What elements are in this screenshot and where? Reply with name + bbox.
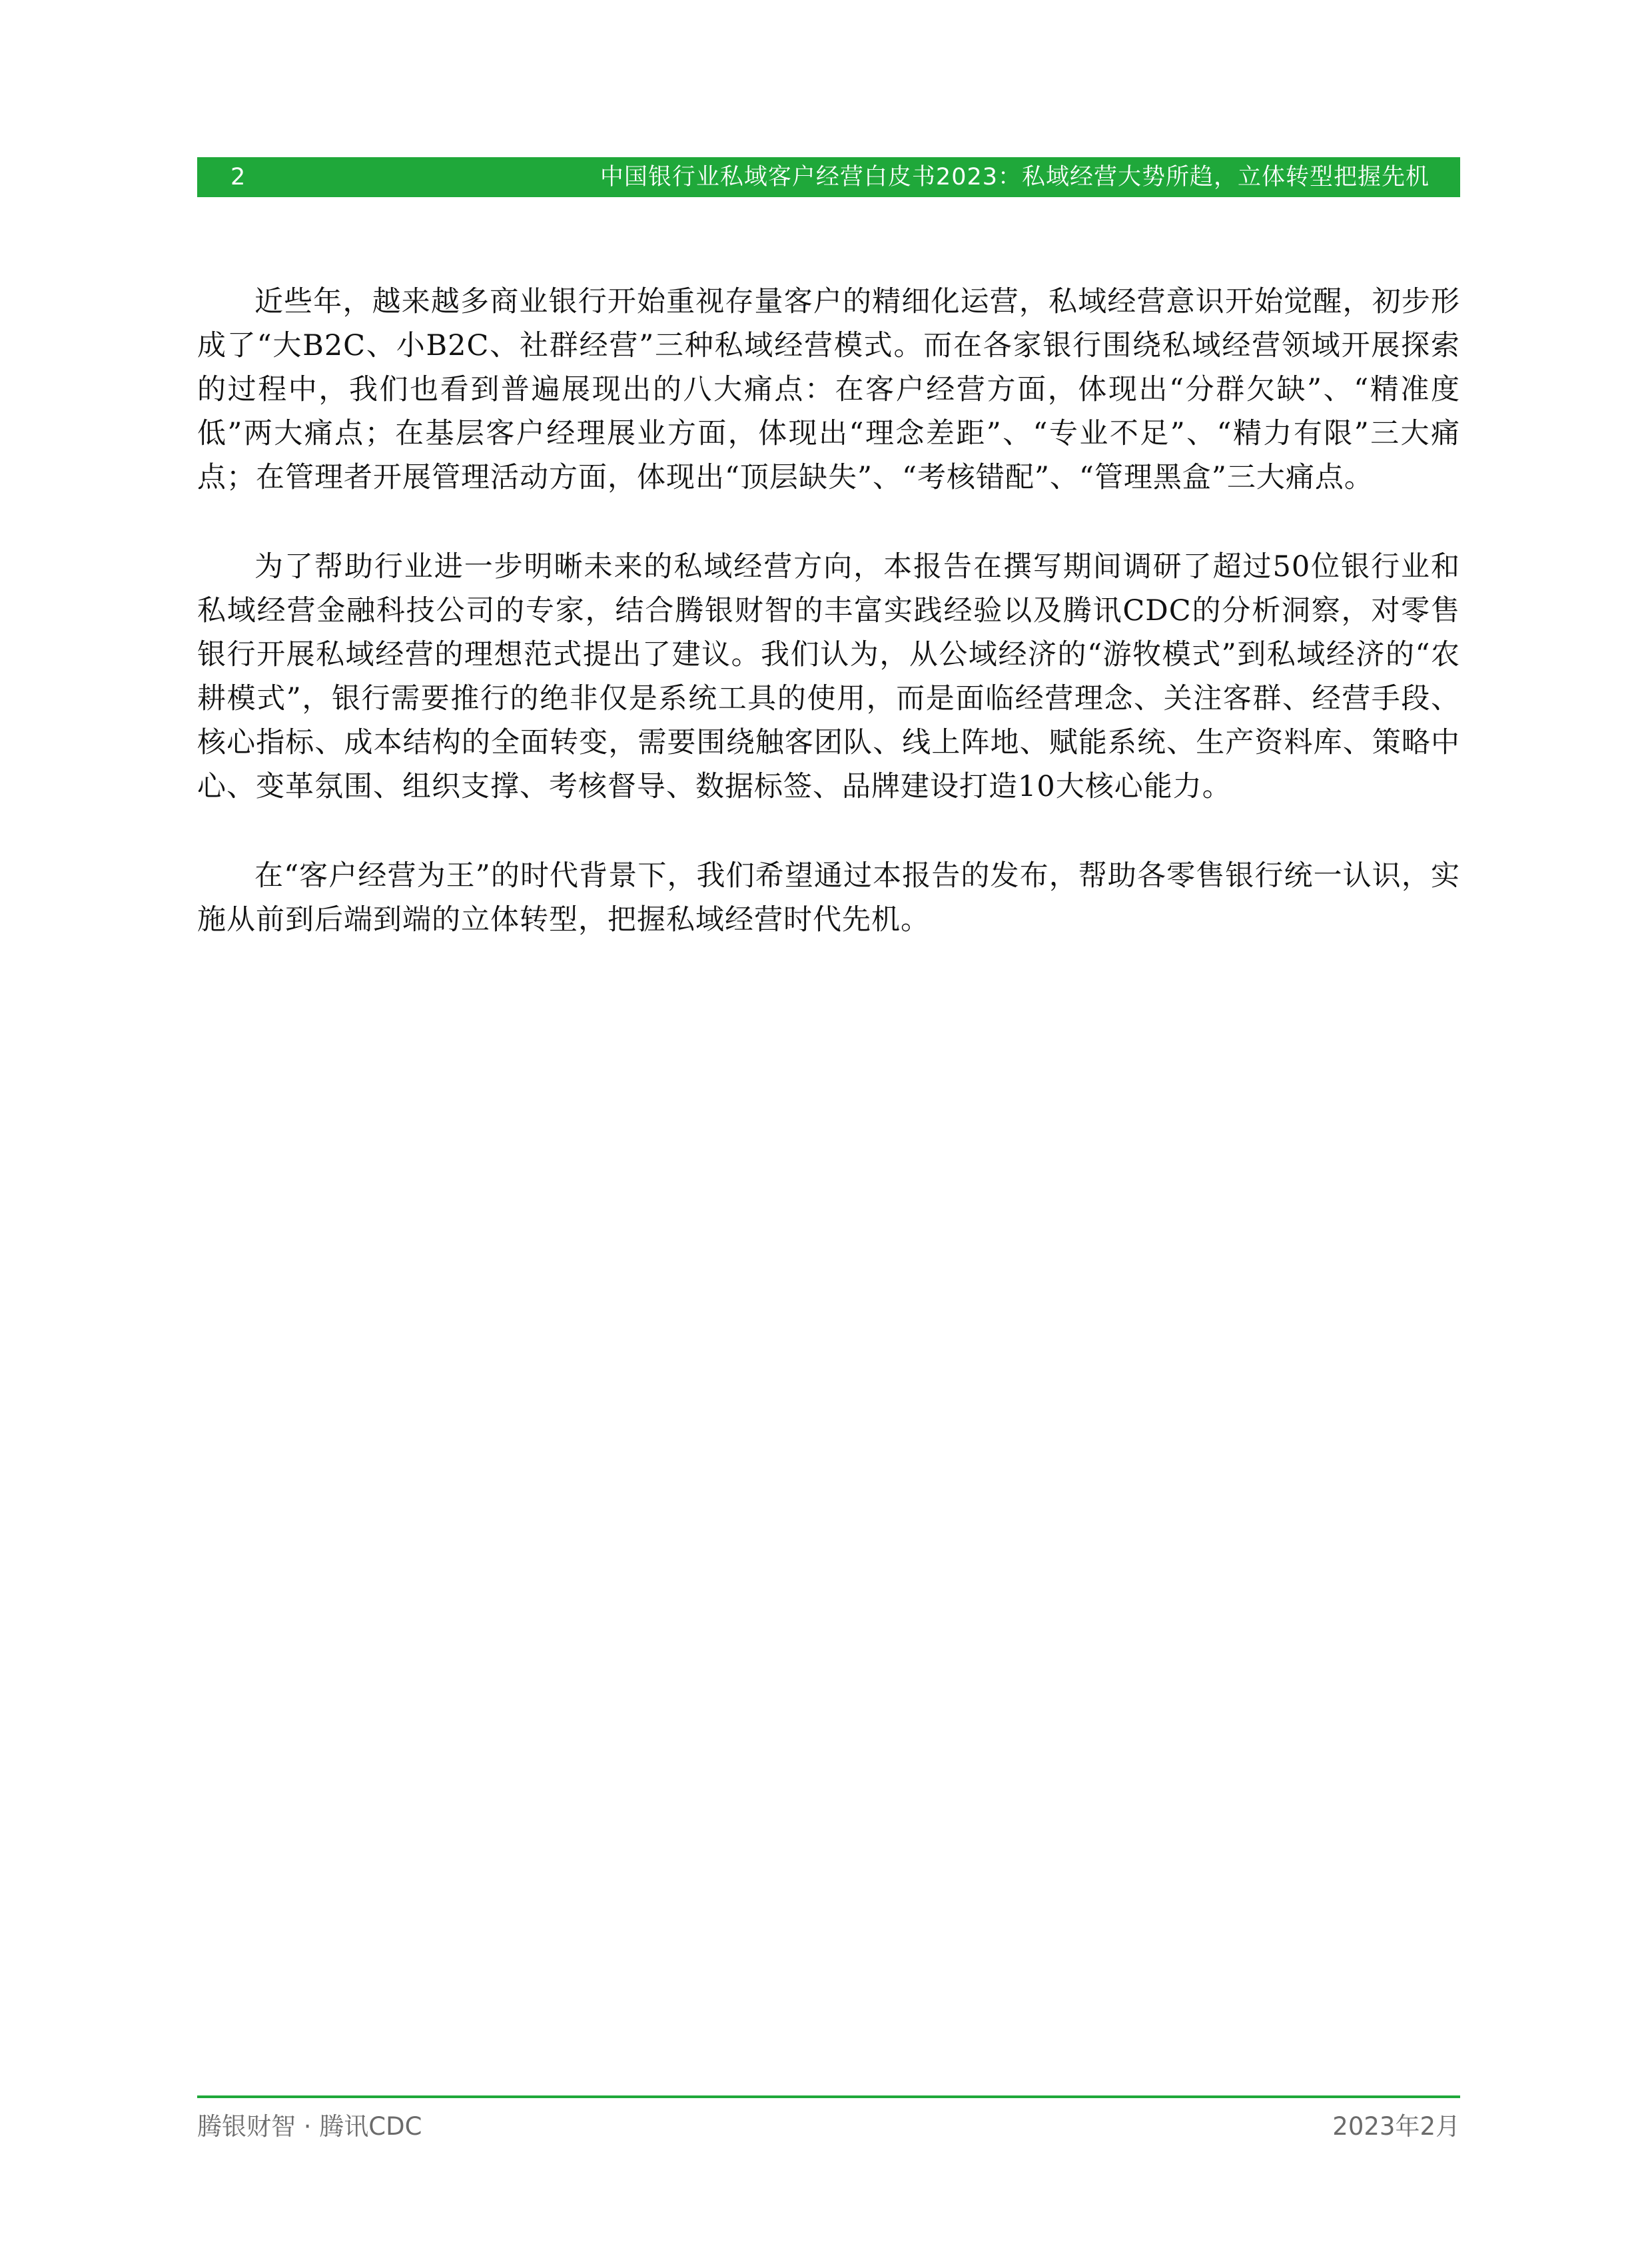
footer-divider xyxy=(197,2095,1460,2098)
footer-date: 2023年2月 xyxy=(1332,2112,1460,2141)
footer-publisher: 腾银财智 · 腾讯CDC xyxy=(197,2112,422,2141)
document-title: 中国银行业私域客户经营白皮书2023：私域经营大势所趋，立体转型把握先机 xyxy=(600,164,1430,190)
page-number: 2 xyxy=(230,164,246,190)
paragraph-intro: 近些年，越来越多商业银行开始重视存量客户的精细化运营，私域经营意识开始觉醒，初步形成了“大B2C、小B2C、社群经营”三种私域经营模式。而在各家银行围绕私域经营领域开展探索的过程中，我们也看到普遍展现出的八大痛点：在客户经营方面，体现出“分群欠缺”、“精准度低”两大痛点；在基层客户经理展业方面，体现出“理念差距”、“专业不足”、“精力有限”三大痛点；在管理者开展管理活动方面，体现出“顶层缺失”、“考核错配”、“管理黑盒”三大痛点。 xyxy=(197,285,1460,494)
paragraph-conclusion: 在“客户经营为王”的时代背景下，我们希望通过本报告的发布，帮助各零售银行统一认识，实施从前到后端到端的立体转型，把握私域经营时代先机。 xyxy=(197,859,1460,936)
paragraph-findings: 为了帮助行业进一步明晰未来的私域经营方向，本报告在撰写期间调研了超过50位银行业和私域经营金融科技公司的专家，结合腾银财智的丰富实践经验以及腾讯CDC的分析洞察，对零售银行开展私域经营的理想范式提出了建议。我们认为，从公域经济的“游牧模式”到私域经济的“农耕模式”，银行需要推行的绝非仅是系统工具的使用，而是面临经营理念、关注客群、经营手段、核心指标、成本结构的全面转变，需要围绕触客团队、线上阵地、赋能系统、生产资料库、策略中心、变革氛围、组织支撑、考核督导、数据标签、品牌建设打造10大核心能力。 xyxy=(197,550,1460,803)
header-bar xyxy=(197,157,1460,197)
body-text xyxy=(197,280,1460,987)
